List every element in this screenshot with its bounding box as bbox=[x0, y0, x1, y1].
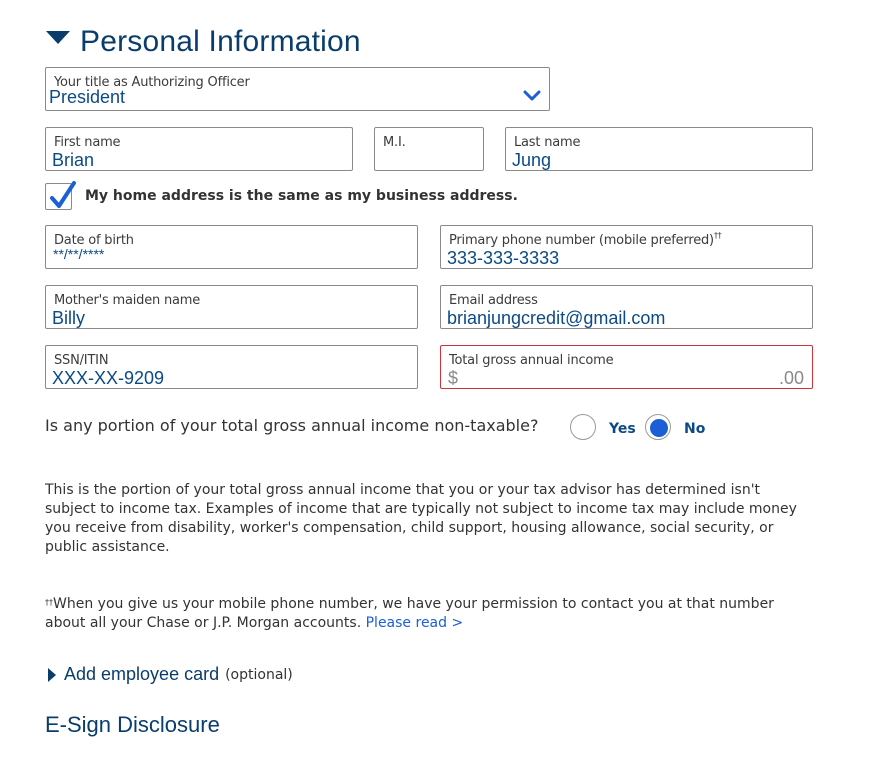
last-name-label: Last name bbox=[514, 135, 581, 150]
officer-title-select[interactable] bbox=[45, 67, 550, 111]
date-of-birth-value: **/**/**** bbox=[53, 246, 105, 262]
ssn-field[interactable] bbox=[45, 345, 418, 389]
ssn-value: XXX-XX-9209 bbox=[52, 368, 165, 388]
maiden-name-field[interactable] bbox=[45, 285, 418, 329]
date-of-birth-label: Date of birth bbox=[54, 233, 134, 248]
date-of-birth-field[interactable] bbox=[45, 225, 418, 269]
footnote-text: When you give us your mobile phone number, we have your permission to contact you at that number about all your Chase or J.P. Morgan accounts. bbox=[45, 596, 774, 631]
yes-radio-label[interactable]: Yes bbox=[609, 421, 636, 437]
add-employee-card-label: Add employee card bbox=[64, 664, 220, 684]
no-radio[interactable] bbox=[645, 414, 671, 440]
add-employee-card-toggle[interactable] bbox=[48, 664, 293, 685]
expand-triangle-icon bbox=[48, 668, 56, 682]
optional-label: (optional) bbox=[225, 666, 293, 683]
maiden-name-value: Billy bbox=[52, 308, 86, 328]
ssn-label: SSN/ITIN bbox=[54, 353, 109, 368]
nontaxable-question: Is any portion of your total gross annual income non-taxable? bbox=[45, 416, 539, 435]
section-header[interactable] bbox=[46, 22, 361, 62]
first-name-field[interactable] bbox=[45, 127, 353, 171]
chevron-down-icon bbox=[523, 88, 541, 102]
last-name-field[interactable] bbox=[505, 127, 813, 171]
last-name-value: Jung bbox=[512, 150, 552, 170]
maiden-name-label: Mother's maiden name bbox=[54, 293, 201, 308]
first-name-label: First name bbox=[54, 135, 121, 150]
home-address-checkbox[interactable] bbox=[45, 183, 72, 210]
currency-prefix: $ bbox=[448, 368, 459, 388]
officer-title-label: Your title as Authorizing Officer bbox=[54, 75, 250, 90]
middle-initial-field[interactable] bbox=[374, 127, 484, 171]
email-field[interactable] bbox=[440, 285, 813, 329]
officer-title-value: President bbox=[49, 87, 126, 107]
nontaxable-info-text: This is the portion of your total gross annual income that you or your tax advisor has determined isn't subject to income tax. Examples of income that are typically not subject to income tax may include money you receive from disability, worker's compensation, child support, housing allowance, social security, or public assistance. bbox=[45, 482, 797, 555]
first-name-value: Brian bbox=[52, 150, 95, 170]
annual-income-field[interactable] bbox=[440, 345, 813, 389]
email-label: Email address bbox=[449, 293, 538, 308]
phone-footnote bbox=[45, 595, 805, 633]
footnote-marker: †† bbox=[713, 231, 722, 240]
radio-selected-dot bbox=[650, 419, 668, 437]
checkmark-icon bbox=[47, 178, 77, 212]
no-radio-label[interactable]: No bbox=[684, 421, 706, 437]
esign-disclosure-heading[interactable]: E-Sign Disclosure bbox=[45, 712, 220, 737]
cents-suffix: .00 bbox=[778, 368, 804, 388]
phone-label: Primary phone number (mobile preferred)†† bbox=[449, 231, 722, 248]
section-title: Personal Information bbox=[80, 25, 361, 58]
email-value: brianjungcredit@gmail.com bbox=[447, 308, 666, 328]
footnote-marker: †† bbox=[45, 598, 53, 607]
please-read-link[interactable]: Please read > bbox=[365, 615, 464, 631]
middle-initial-label: M.I. bbox=[383, 135, 406, 150]
home-address-checkbox-label[interactable]: My home address is the same as my business address. bbox=[85, 188, 518, 204]
phone-field[interactable] bbox=[440, 225, 813, 269]
phone-value: 333-333-3333 bbox=[447, 248, 560, 268]
collapse-triangle-icon bbox=[46, 31, 70, 44]
yes-radio[interactable] bbox=[570, 414, 596, 440]
annual-income-label: Total gross annual income bbox=[449, 353, 614, 368]
